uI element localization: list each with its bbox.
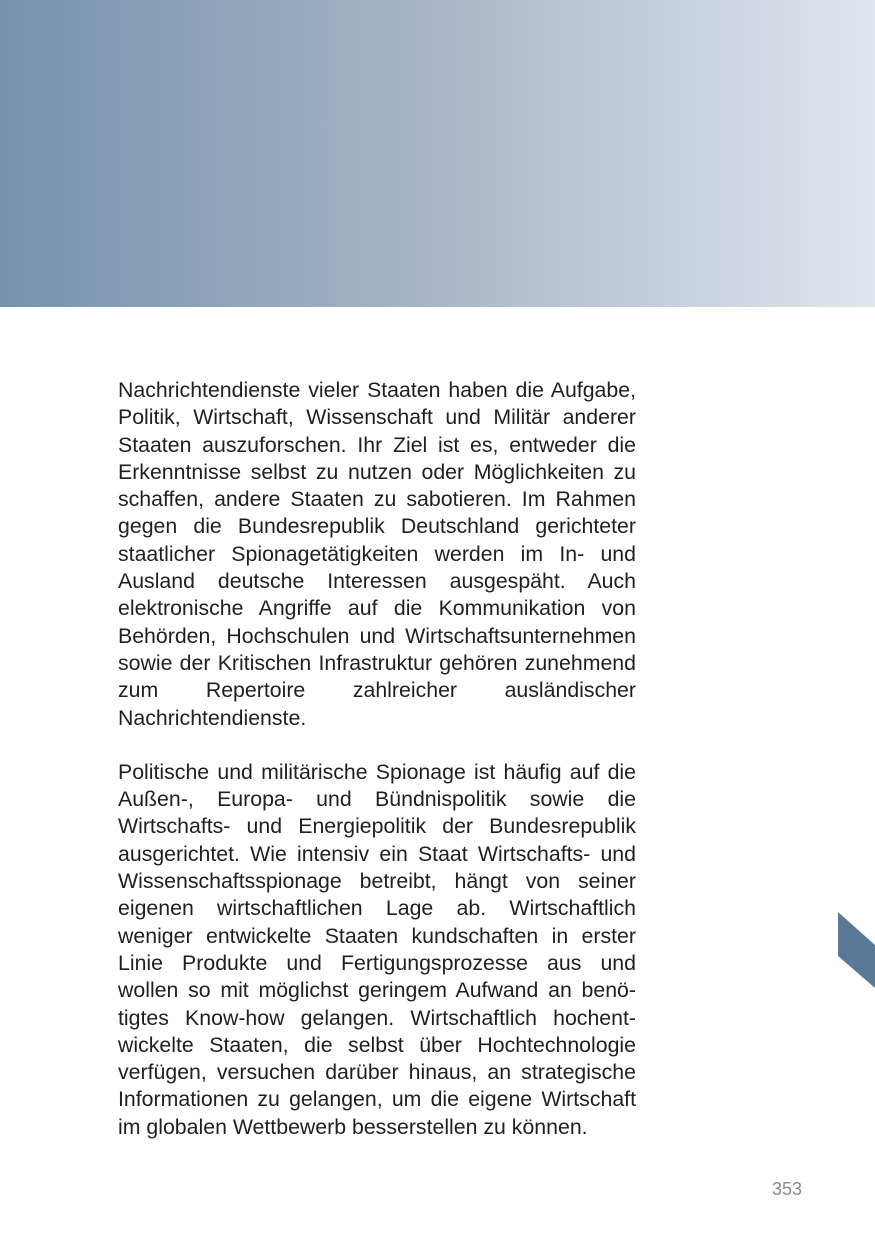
body-text [118,377,636,1141]
page-number: 353 [771,1179,802,1199]
chapter-tab-shape [838,912,875,988]
chapter-tab-marker [838,912,875,988]
header-gradient-band [0,0,875,307]
paragraph-intelligence-services: Nachrichtendienste vieler Staaten haben die Aufgabe, Politik, Wirtschaft, Wissenschaft und Militär anderer Staaten auszuforschen. Ihr Ziel ist es, entweder die Erkenntnisse selbst zu nutzen oder Möglichkeiten zu schaffen, andere Staaten zu sabotieren. Im Rahmen gegen die Bundesrepublik Deutschland gerichteter staatlicher Spionagetätigkeiten werden im In- und Ausland deutsche Interessen ausgespäht. Auch elektronische Angriffe auf die Kommunikation von Behörden, Hochschulen und Wirtschaftsunternehmen sowie der Kritischen Infrastruktur gehören zunehmend zum Repertoire zahlreicher ausländischer Nachrichtendienste. [118,378,636,730]
paragraph-political-espionage: Politische und militärische Spionage ist häufig auf die Außen-, Europa- und Bündnispolitik sowie die Wirtschafts- und Energiepolitik der Bundesrepublik ausgerichtet. Wie intensiv ein Staat Wirtschafts- und Wissenschaftsspionage betreibt, hängt von seiner eigenen wirtschaftlichen Lage ab. Wirtschaftlich weniger entwickelte Staaten kundschaften in erster Linie Produkte und Fertigungsprozesse aus und wollen so mit möglichst geringem Aufwand an benötigtes Know-how gelangen. Wirtschaftlich hochentwickelte Staaten, die selbst über Hochtechnologie verfügen, versuchen darüber hinaus, an strategische Informationen zu gelangen, um die eigene Wirtschaft im globalen Wettbewerb besserstellen zu können. [118,759,636,1139]
